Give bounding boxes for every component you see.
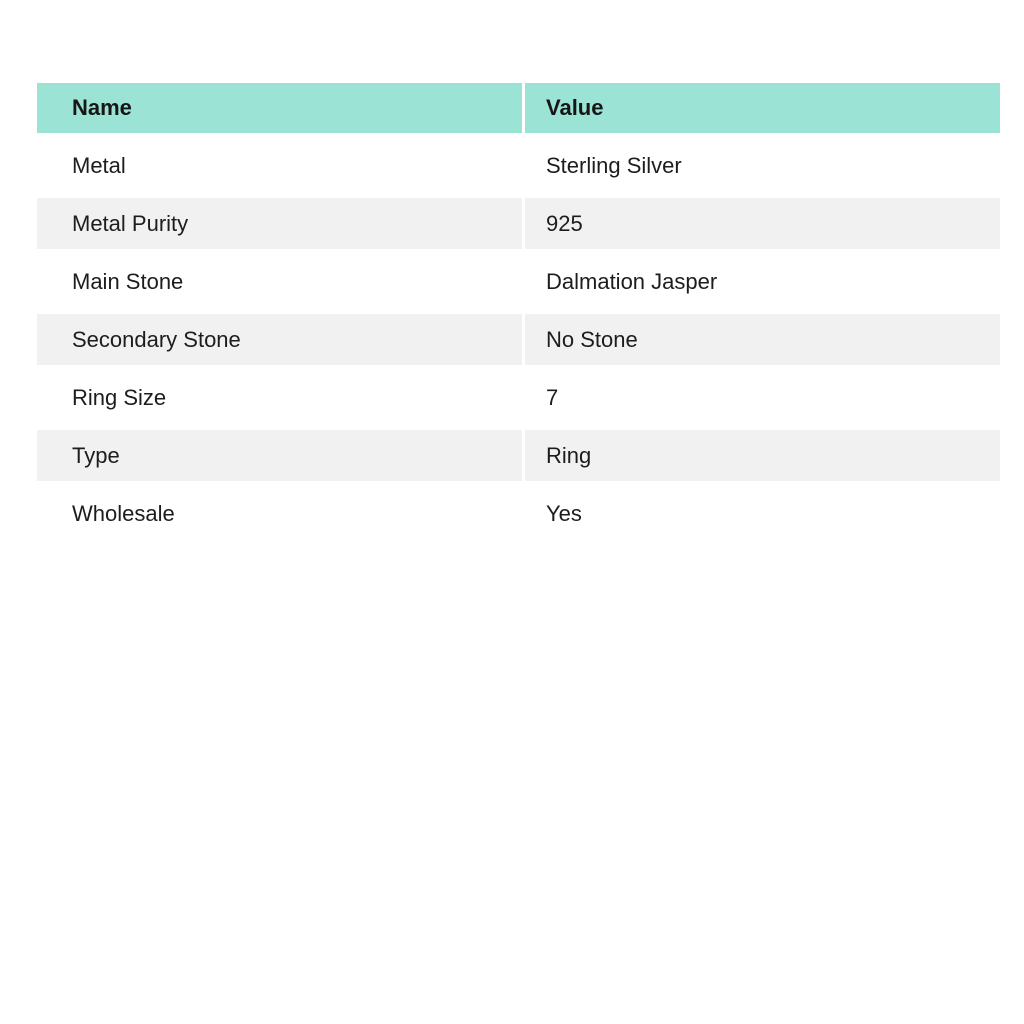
table-row <box>37 198 1000 249</box>
column-header-name: Name <box>37 83 522 133</box>
attribute-name-cell: Metal <box>37 140 522 191</box>
column-header-value: Value <box>525 83 1000 133</box>
attribute-name-cell: Type <box>37 430 522 481</box>
attribute-name-cell: Secondary Stone <box>37 314 522 365</box>
table-row <box>37 430 1000 481</box>
attribute-value-cell: 925 <box>525 198 1000 249</box>
attribute-value-cell: 7 <box>525 372 1000 423</box>
attribute-value-cell: Dalmation Jasper <box>525 256 1000 307</box>
table-row <box>37 372 1000 423</box>
table-header-row <box>37 83 1000 133</box>
table-row <box>37 488 1000 539</box>
attribute-name-cell: Main Stone <box>37 256 522 307</box>
attribute-value-cell: Sterling Silver <box>525 140 1000 191</box>
attribute-value-cell: Yes <box>525 488 1000 539</box>
table-row <box>37 140 1000 191</box>
table-row <box>37 256 1000 307</box>
table-row <box>37 314 1000 365</box>
attribute-name-cell: Metal Purity <box>37 198 522 249</box>
attribute-name-cell: Wholesale <box>37 488 522 539</box>
product-attributes-table <box>34 76 1003 546</box>
attribute-name-cell: Ring Size <box>37 372 522 423</box>
attribute-value-cell: No Stone <box>525 314 1000 365</box>
attribute-value-cell: Ring <box>525 430 1000 481</box>
table-body <box>37 140 1000 539</box>
